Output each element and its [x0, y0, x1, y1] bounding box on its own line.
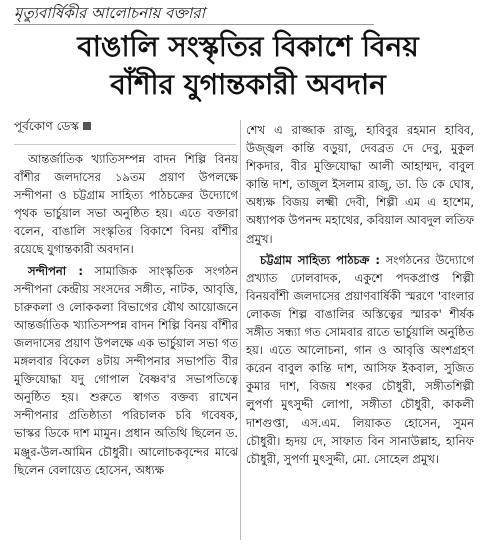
- right-paragraph-1: শেখ এ রাজ্জাক রাজু, হাবিবুর রহমান হাবিব, উজ্জ্বল কান্তি বড়ুয়া, দেবব্রত দে দেবু, মুকুল শিকদার, বীর মুক্তিযোদ্ধা আলী আহাম্মদ, বাবুল কান্তি দাশ, তাজুল ইসলাম রাজু, ডা. ডি কে ঘোষ, অধ্যক্ষ বিজয় লক্ষ্মী দেবী, শিল্পী এম এ হাশেম, অধ্যাপক উপনন্দ মহাথের, কবিয়াল আবদুল লতিফ প্রমুখ।: [246, 123, 474, 246]
- section-lead-sandipana: সন্দীপনা :: [28, 263, 83, 278]
- headline-line-2: বাঁশীর যুগান্তকারী অবদান: [110, 68, 386, 101]
- kicker: মৃত্যুবার্ষিকীর আলোচনায় বক্তারা: [14, 4, 205, 22]
- right-paragraph-2-text: সংগঠনের উদ্যোগে প্রখ্যাত ঢোলবাদক, একুশে পদকপ্রাপ্ত শিল্পী বিনয়বাঁশী জলদাসের প্রয়াণবার্ষিকী স্মরণে 'বাংলার লোকজ শিল্প বাঙালির অস্তিত্বের স্মারক' শীর্ষক সঙ্গীত সন্ধ্যা গত সোমবার রাতে ভার্চুয়ালি অনুষ্ঠিত হয়। এতে আলোচনা, গান ও আবৃত্তি অংশগ্রহণ করেন বাবুল কান্তি দাশ, আসিফ ইকবাল, সুজিত কুমার দাশ, বিজয় শংকর চৌধুরী, সঙ্গীতশিল্পী লুপর্ণা মুৎসুদ্দী লোপা, সঙ্গীতা চৌধুরী, কাকলী দাশগুপ্তা, এস.এম. লিয়াকত হোসেন, সুমন চৌধুরী। হৃদয় দে, সাফাত বিন সানাউল্লাহ, হানিফ চৌধুরী, সুপর্ণা মুৎসুদ্দী, মো. সোহেল প্রমুখ।: [246, 252, 474, 466]
- left-column: [14, 150, 238, 550]
- byline-square-icon: [83, 122, 91, 130]
- headline-line-1: বাঙালি সংস্কৃতির বিকাশে বিনয়: [77, 30, 419, 63]
- byline: [14, 118, 91, 134]
- right-column: [246, 121, 474, 521]
- kicker-underline: [14, 24, 374, 25]
- section-lead-pathchakra: চট্টগ্রাম সাহিত্য পাঠচক্র :: [260, 252, 381, 267]
- headline: [28, 28, 468, 104]
- left-column-rule: [14, 144, 236, 145]
- column-divider: [240, 120, 241, 540]
- left-paragraph-1: আন্তর্জাতিক খ্যাতিসম্পন্ন বাদন শিল্পি বিনয় বাঁশীর জলদাসের ১৯তম প্রয়াণ উপলক্ষে সন্দীপনা ও চট্টগ্রাম সাহিত্য পাঠচক্রের উদ্যোগে পৃথক ভার্চুয়াল সভা অনুষ্ঠিত হয়। এতে বক্তারা বলেন, বাঙালি সংস্কৃতির বিকাশে বিনয় বাঁশীর রয়েছে যুগান্তকারী অবদান।: [14, 152, 238, 257]
- left-paragraph-2: [14, 262, 238, 479]
- left-paragraph-2-text: সামাজিক সাংস্কৃতিক সংগঠন সন্দীপনা কেন্দ্রীয় সংসদের সঙ্গীত, নাটক, আবৃত্তি, চারুকলা ও লোককলা বিভাগের যৌথ আয়োজনে আন্তর্জাতিক খ্যাতিসম্পন্ন বাদন শিল্পি বিনয় বাঁশীর জলদাসের প্রয়াণ উপলক্ষে এক ভার্চুয়াল সভা গত মঙ্গলবার বিকেল ৪টায় সন্দীপনার সভাপতি বীর মুক্তিযোদ্ধা যদু গোপাল বৈষ্ণব'র সভাপতিত্বে অনুষ্ঠিত হয়। শুরুতে স্বাগত বক্তব্য রাখেন সন্দীপনার প্রতিষ্ঠাতা পরিচালক চবি গবেষক, ভাস্কর ডিকে দাশ মামুন। প্রধান অতিথি ছিলেন ড. মঞ্জুর-উল-আমিন চৌধুরী। আলোচকবৃন্দের মাঝে ছিলেন বেলায়েত হোসেন, অধ্যক্ষ: [14, 263, 238, 477]
- byline-text: পূর্বকোণ ডেস্ক: [14, 119, 79, 133]
- right-paragraph-2: [246, 251, 474, 468]
